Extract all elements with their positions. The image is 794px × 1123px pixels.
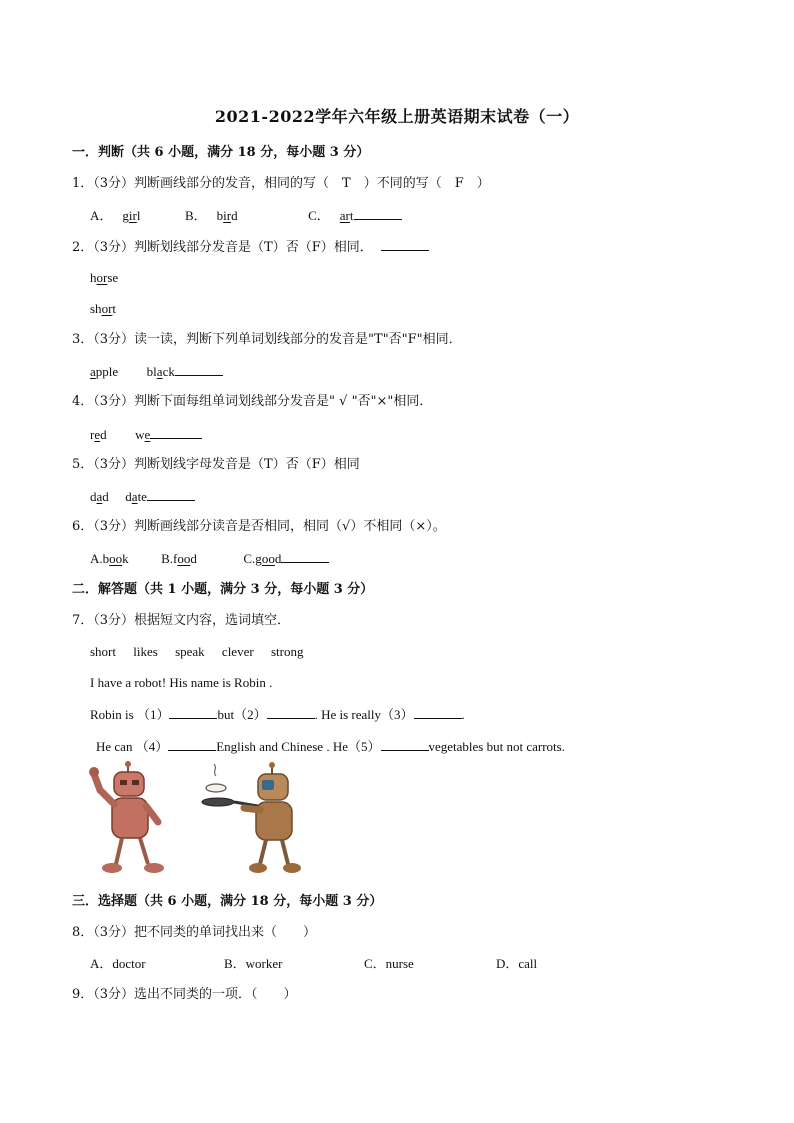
q1-option-a-label: A． bbox=[90, 208, 113, 223]
question-2-word-1: horse bbox=[90, 270, 119, 285]
answer-blank-4[interactable] bbox=[168, 737, 216, 751]
question-5-words: dad date bbox=[90, 487, 195, 506]
passage-sentence-1: I have a robot! His name is Robin . bbox=[90, 675, 273, 690]
answer-blank[interactable] bbox=[147, 487, 195, 501]
robot-illustration bbox=[88, 760, 308, 880]
question-1-stem: 1．（3分）判断画线部分的发音，相同的写（ T ）不同的写（ F ） bbox=[72, 176, 490, 191]
answer-blank[interactable] bbox=[354, 206, 402, 220]
word-bank-item: short bbox=[90, 644, 116, 659]
section-heading-2: 二．解答题（共 1 小题，满分 3 分，每小题 3 分） bbox=[72, 582, 374, 597]
question-6-stem: 6．（3分）判断画线部分读音是否相同，相同（√）不相同（×）。 bbox=[72, 519, 446, 534]
robot-waving-image bbox=[89, 761, 164, 873]
answer-blank[interactable] bbox=[281, 549, 329, 563]
section-heading-3: 三．选择题（共 6 小题，满分 18 分，每小题 3 分） bbox=[72, 894, 383, 909]
answer-blank[interactable] bbox=[150, 425, 202, 439]
question-9-stem: 9．（3分）选出不同类的一项．（ ） bbox=[72, 987, 297, 1002]
question-3-stem: 3．（3分）读一读，判断下列单词划线部分的发音是"T"否"F"相同． bbox=[72, 332, 462, 347]
word-bank bbox=[90, 643, 303, 661]
word-bank-item: strong bbox=[270, 644, 304, 659]
answer-blank[interactable] bbox=[381, 237, 429, 251]
word-bank-item: likes bbox=[133, 644, 158, 659]
answer-blank-5[interactable] bbox=[381, 737, 429, 751]
page-title: 2021-2022学年六年级上册英语期末试卷（一） bbox=[214, 107, 580, 126]
answer-blank[interactable] bbox=[175, 362, 223, 376]
question-4-stem: 4．（3分）判断下面每组单词划线部分发音是" √ "否"×"相同． bbox=[72, 394, 433, 409]
answer-blank-3[interactable] bbox=[414, 705, 462, 719]
q1-option-b-label: B． bbox=[184, 208, 207, 223]
robot-cooking-image bbox=[202, 762, 301, 873]
question-2-word-2: short bbox=[90, 301, 117, 316]
word-bank-item: clever bbox=[221, 644, 254, 659]
question-5-stem: 5．（3分）判断划线字母发音是（T）否（F）相同 bbox=[72, 457, 360, 472]
q8-option-c[interactable]: C．nurse bbox=[364, 956, 414, 971]
q8-option-d[interactable]: D．call bbox=[496, 956, 538, 971]
section-heading-1: 一．判断（共 6 小题，满分 18 分，每小题 3 分） bbox=[72, 145, 370, 160]
question-6-options: A.book B.food C.good bbox=[90, 549, 329, 568]
passage-sentence-2: Robin is （1） but（2） . He is really（3） . bbox=[90, 707, 465, 722]
question-1-options: A． girl B． bird C． art bbox=[90, 206, 402, 225]
answer-blank-2[interactable] bbox=[267, 705, 315, 719]
q8-option-b[interactable]: B．worker bbox=[224, 956, 283, 971]
q8-option-a[interactable]: A．doctor bbox=[90, 956, 146, 971]
question-2-stem: 2．（3分）判断划线部分发音是（T）否（F）相同． bbox=[72, 237, 429, 257]
question-3-words: apple black bbox=[90, 362, 223, 381]
q1-option-c-label: C． bbox=[308, 208, 330, 223]
word-bank-item: speak bbox=[175, 644, 205, 659]
question-7-stem: 7．（3分）根据短文内容，选词填空． bbox=[72, 613, 291, 628]
question-8-stem: 8．（3分）把不同类的单词找出来（ ） bbox=[72, 925, 317, 940]
passage-sentence-3: He can （4） English and Chinese . He（5） vegetables but not carrots. bbox=[96, 739, 565, 754]
question-4-words: red we bbox=[90, 425, 202, 444]
answer-blank-1[interactable] bbox=[169, 705, 217, 719]
